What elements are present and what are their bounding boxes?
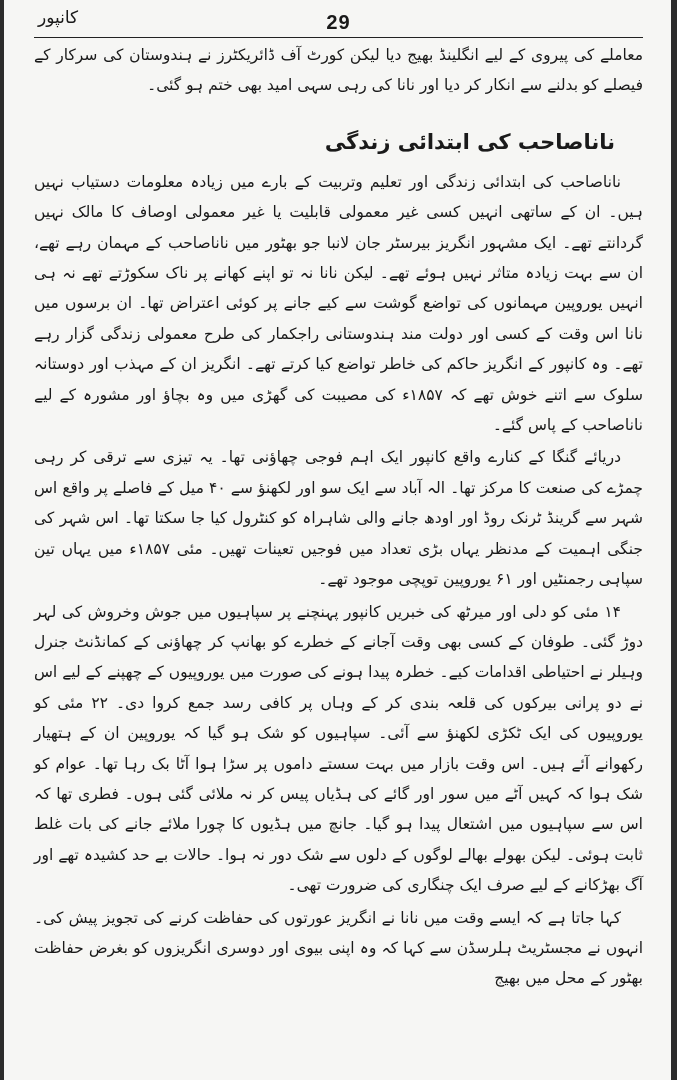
page-header (34, 0, 643, 40)
section-title: ناناصاحب کی ابتدائی زندگی (324, 129, 615, 154)
header-rule (34, 37, 643, 38)
page-body (34, 40, 643, 994)
book-page (4, 0, 671, 1080)
page-number: 29 (326, 12, 351, 34)
intro-paragraph: معاملے کی پیروی کے لیے انگلینڈ بھیج دیا لیکن کورٹ آف ڈائریکٹرز نے ہندوستان کی سرکار کے فیصلے کو بدلنے سے انکار کر دیا اور نانا کی رہی سہی امید بھی ختم ہو گئی۔ (34, 46, 643, 95)
paragraph: ۱۴ مئی کو دلی اور میرٹھ کی خبریں کانپور پہنچنے پر سپاہیوں میں جوش وخروش کی لہر دوڑ گئی۔ طوفان کے کسی بھی وقت آجانے کے خطرے کو بھانپ کر چھاؤنی کے کمانڈنٹ جنرل وہیلر نے احتیاطی اقدامات کیے۔ خطرہ پیدا ہونے کی صورت میں یوروپیوں کے چھپنے کے لیے اس نے دو پرانی بیرکوں کی قلعہ بندی کر کے وہاں پر کافی رسد جمع کروا دی۔ ۲۲ مئی کو یوروپیوں کی ایک ٹکڑی لکھنؤ سے آئی۔ سپاہیوں کو شک ہو گیا کہ یوروپین ان کے ہتھیار رکھوانے آئے ہیں۔ اس وقت بازار میں بہت سستے داموں پر سڑا ہوا آٹا بک رہا تھا۔ عوام کو شک ہوا کہ کہیں آٹے میں سور اور گائے کی ہڈیاں پیس کر نہ ملائی گئی ہوں۔ فطری تھا کہ اس سے سپاہیوں میں اشتعال پیدا ہو گیا۔ جانچ میں ہڈیوں کا چورا ملائے جانے کی بات غلط ثابت ہوئی۔ لیکن بھولے بھالے لوگوں کے دلوں سے شک دور نہ ہوا۔ حالات بے حد کشیدہ تھے اور آگ بھڑکانے کے لیے صرف ایک چنگاری کی ضرورت تھی۔ (34, 602, 644, 895)
running-head: کانپور (38, 8, 79, 28)
paragraph: دریائے گنگا کے کنارے واقع کانپور ایک اہم فوجی چھاؤنی تھا۔ یہ تیزی سے ترقی کر رہی چمڑے کی صنعت کا مرکز تھا۔ الہ آباد سے ایک سو اور لکھنؤ سے ۴۰ میل کے فاصلے پر واقع اس شہر سے گرینڈ ٹرنک روڈ اور اودھ جانے والی شاہراہ کو کنٹرول کیا جا سکتا تھا۔ اس شہر کی جنگی اہمیت کے مدنظر یہاں بڑی تعداد میں فوجیں تعینات تھیں۔ مئی ۱۸۵۷ء میں یہاں تین سپاہی رجمنٹیں اور ۶۱ یوروپین توپچی موجود تھے۔ (34, 448, 644, 589)
paragraph: کہا جاتا ہے کہ ایسے وقت میں نانا نے انگریز عورتوں کی حفاظت کرنے کی تجویز پیش کی۔ انہوں نے مجسٹریٹ ہلرسڈن سے کہا کہ وہ اپنی بیوی اور دوسری انگریزوں کو بغرض حفاظت بھٹور کے محل میں بھیج (34, 908, 643, 988)
paragraph: ناناصاحب کی ابتدائی زندگی اور تعلیم وتربیت کے بارے میں زیادہ معلومات دستیاب نہیں ہیں۔ ان کے ساتھی انہیں کسی غیر معمولی قابلیت یا غیر معمولی اوصاف کا مالک نہیں گردانتے تھے۔ ایک مشہور انگریز بیرسٹر جان لانبا جو بھٹور میں ناناصاحب کے مہمان رہے تھے، ان سے بہت زیادہ متاثر نہیں ہوئے تھے۔ لیکن نانا نہ تو اپنے کھانے پر ناک سکوڑتے تھے نہ ہی انہیں یوروپین مہمانوں کی تواضع گوشت سے کیے جانے پر کوئی اعتراض تھا۔ ان برسوں میں نانا اس وقت کے کسی اور دولت مند ہندوستانی راجکمار کی طرح معمولی زندگی گزار رہے تھے۔ وہ کانپور کے انگریز حاکم کی خاطر تواضع کیا کرتے تھے۔ انگریز ان کے مہذب اور دوستانہ سلوک سے اتنے خوش تھے کہ ۱۸۵۷ء کی مصیبت کی گھڑی میں وہ بچاؤ اور مشورہ کے لیے ناناصاحب کے پاس گئے۔ (34, 172, 643, 435)
